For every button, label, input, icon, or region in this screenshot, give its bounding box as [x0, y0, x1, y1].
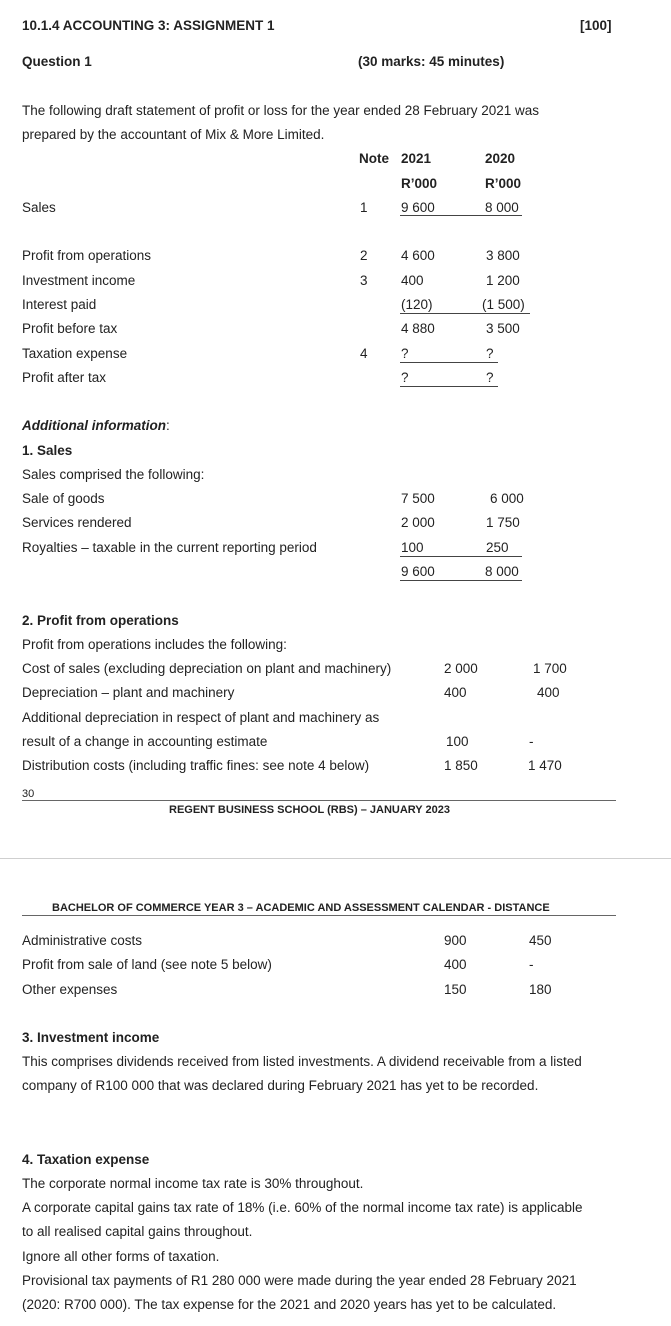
ops-row-2020: 1 700	[533, 661, 567, 676]
operations-intro: Profit from operations includes the following:	[22, 637, 287, 652]
row-2020: ?	[486, 346, 494, 361]
col-note-header: Note	[359, 151, 389, 166]
footer-school: REGENT BUSINESS SCHOOL (RBS) – JANUARY 2023	[169, 804, 450, 816]
row-2020: 1 200	[486, 273, 520, 288]
ops-row-2021: 2 000	[444, 661, 478, 676]
ops-row-2020: -	[529, 734, 534, 749]
ops-row-2021: 150	[444, 982, 467, 997]
ops-row-label: Cost of sales (excluding depreciation on plant and machinery)	[22, 661, 392, 676]
ops-row-2020: 180	[529, 982, 552, 997]
underline-rule	[400, 580, 522, 581]
row-2021: 4 880	[401, 321, 435, 336]
sales-total-2021: 9 600	[401, 564, 435, 579]
ops-row-2020: 1 470	[528, 758, 562, 773]
row-label: Sales	[22, 200, 56, 215]
total-marks: [100]	[580, 18, 612, 33]
ops-row-2021: 100	[446, 734, 469, 749]
row-note: 1	[360, 200, 368, 215]
investment-heading: 3. Investment income	[22, 1030, 160, 1045]
row-label: Profit from operations	[22, 248, 152, 263]
taxation-line-4: Ignore all other forms of taxation.	[22, 1249, 220, 1264]
row-2020: 3 800	[486, 248, 520, 263]
question-heading: Question 1	[22, 54, 92, 69]
row-label: Taxation expense	[22, 346, 128, 361]
ops-row-label: Additional depreciation in respect of plant and machinery as	[22, 710, 380, 725]
col-2021-header: 2021	[401, 151, 432, 166]
row-label: Investment income	[22, 273, 136, 288]
ops-row-2020: -	[529, 957, 534, 972]
ops-row-label: Depreciation – plant and machinery	[22, 685, 235, 700]
row-2021: ?	[401, 370, 409, 385]
row-2021: 400	[401, 273, 424, 288]
header-rule	[22, 915, 616, 916]
row-label: Profit before tax	[22, 321, 118, 336]
sales-row-2021: 100	[401, 540, 424, 555]
taxation-line-6: (2020: R700 000). The tax expense for the 2021 and 2020 years has yet to be calculated.	[22, 1297, 557, 1312]
sales-row-2020: 6 000	[490, 491, 524, 506]
footer-rule	[22, 800, 616, 801]
intro-line-1: The following draft statement of profit or loss for the year ended 28 February 2021 was	[22, 103, 540, 118]
sales-row-label: Royalties – taxable in the current reporting period	[22, 540, 317, 555]
sales-total-2020: 8 000	[485, 564, 519, 579]
underline-rule	[400, 313, 530, 314]
unit-2020: R’000	[485, 176, 522, 191]
investment-line-1: This comprises dividends received from listed investments. A dividend receivable from a listed	[22, 1054, 582, 1069]
intro-line-2: prepared by the accountant of Mix & More Limited.	[22, 127, 325, 142]
row-label: Interest paid	[22, 297, 97, 312]
sales-intro: Sales comprised the following:	[22, 467, 205, 482]
row-note: 3	[360, 273, 368, 288]
sales-heading: 1. Sales	[22, 443, 73, 458]
document-title: 10.1.4 ACCOUNTING 3: ASSIGNMENT 1	[22, 18, 275, 33]
ops-row-label: Distribution costs (including traffic fines: see note 4 below)	[22, 758, 370, 773]
underline-rule	[400, 362, 498, 363]
ops-row-2021: 900	[444, 933, 467, 948]
underline-rule	[400, 556, 522, 557]
row-2021: 4 600	[401, 248, 435, 263]
taxation-line-1: The corporate normal income tax rate is 30% throughout.	[22, 1176, 364, 1191]
row-note: 2	[360, 248, 368, 263]
ops-row-2021: 400	[444, 685, 467, 700]
underline-rule	[400, 386, 498, 387]
row-note: 4	[360, 346, 368, 361]
page-number: 30	[22, 788, 35, 800]
taxation-line-3: to all realised capital gains throughout.	[22, 1224, 253, 1239]
sales-row-label: Services rendered	[22, 515, 132, 530]
row-2020: ?	[486, 370, 494, 385]
row-2020: (1 500)	[482, 297, 525, 312]
sales-row-2021: 2 000	[401, 515, 435, 530]
operations-heading: 2. Profit from operations	[22, 613, 179, 628]
ops-row-2020: 400	[537, 685, 560, 700]
taxation-line-2: A corporate capital gains tax rate of 18% (i.e. 60% of the normal income tax rate) is applicable	[22, 1200, 583, 1215]
sales-row-2021: 7 500	[401, 491, 435, 506]
ops-row-label: Administrative costs	[22, 933, 143, 948]
sales-row-2020: 250	[486, 540, 509, 555]
next-page-header: BACHELOR OF COMMERCE YEAR 3 – ACADEMIC AND ASSESSMENT CALENDAR - DISTANCE	[52, 902, 550, 914]
taxation-heading: 4. Taxation expense	[22, 1152, 150, 1167]
ops-row-2021: 400	[444, 957, 467, 972]
row-label: Profit after tax	[22, 370, 107, 385]
ops-row-2020: 450	[529, 933, 552, 948]
ops-row-label: Other expenses	[22, 982, 118, 997]
ops-row-2021: 1 850	[444, 758, 478, 773]
additional-info-heading: Additional information:	[22, 418, 170, 433]
sales-row-2020: 1 750	[486, 515, 520, 530]
col-2020-header: 2020	[485, 151, 516, 166]
taxation-line-5: Provisional tax payments of R1 280 000 were made during the year ended 28 February 2021	[22, 1273, 577, 1288]
unit-2021: R’000	[401, 176, 438, 191]
question-marks: (30 marks: 45 minutes)	[358, 54, 505, 69]
row-2021: 9 600	[401, 200, 435, 215]
ops-row-label: Profit from sale of land (see note 5 below)	[22, 957, 272, 972]
row-2021: (120)	[401, 297, 433, 312]
row-2020: 3 500	[486, 321, 520, 336]
ops-row-label: result of a change in accounting estimate	[22, 734, 268, 749]
sales-row-label: Sale of goods	[22, 491, 105, 506]
investment-line-2: company of R100 000 that was declared during February 2021 has yet to be recorded.	[22, 1078, 539, 1093]
row-2021: ?	[401, 346, 409, 361]
row-2020: 8 000	[485, 200, 519, 215]
page-separator	[0, 858, 671, 859]
underline-rule	[400, 215, 522, 216]
